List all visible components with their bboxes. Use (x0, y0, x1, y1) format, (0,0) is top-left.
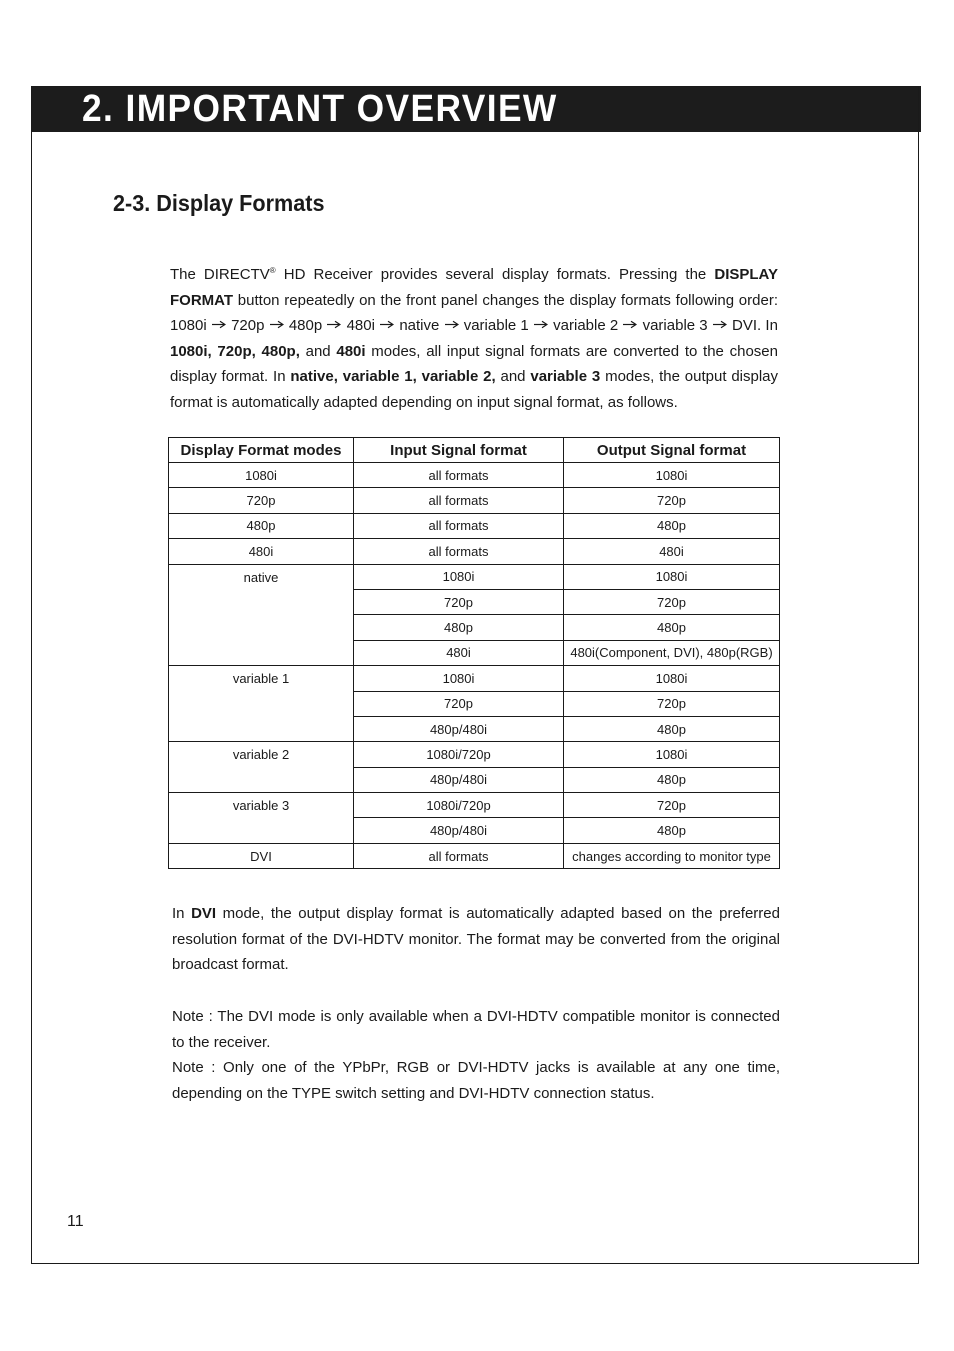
sequence-item: 720p (231, 317, 265, 335)
output-cell: 480p (564, 767, 780, 792)
sequence-item: native (399, 317, 440, 335)
format-sequence (170, 317, 761, 334)
sequence-item: 1080i (170, 317, 207, 335)
output-cell: 720p (564, 589, 780, 614)
input-cell: all formats (354, 463, 564, 488)
column-header: Display Format modes (169, 438, 354, 463)
table-row (169, 742, 780, 767)
intro-emphasis: variable 3 (530, 368, 601, 386)
mode-cell: 480i (169, 539, 354, 564)
sequence-item: 480p (288, 317, 323, 335)
output-cell: changes according to monitor type (564, 843, 780, 868)
input-cell: 480p/480i (354, 716, 564, 741)
output-cell: 1080i (564, 564, 780, 589)
output-cell: 480p (564, 513, 780, 538)
table-row (169, 539, 780, 564)
page-number: 11 (67, 1213, 84, 1230)
right-arrow-icon (270, 320, 284, 329)
intro-paragraph (170, 262, 778, 416)
mode-cell: 720p (169, 488, 354, 513)
output-cell: 480p (564, 615, 780, 640)
note-dvi-availability: Note : The DVI mode is only available when a DVI-HDTV compatible monitor is connected to the receiver. (172, 1008, 780, 1051)
table-row (169, 463, 780, 488)
column-header: Input Signal format (354, 438, 564, 463)
intro-text: The DIRECTV (170, 266, 270, 283)
input-cell: all formats (354, 539, 564, 564)
intro-text: button repeatedly on the front panel changes the display formats following order: (233, 291, 778, 309)
table-header-row (169, 438, 780, 463)
output-cell: 1080i (564, 463, 780, 488)
output-cell: 480i (564, 539, 780, 564)
intro-text: HD Receiver provides several display formats. Pressing the (275, 266, 715, 283)
right-arrow-icon (380, 320, 394, 329)
intro-emphasis: native, variable 1, variable 2, (290, 368, 496, 386)
intro-text: In (761, 317, 778, 335)
dvi-paragraph (172, 901, 780, 978)
intro-emphasis: DISPLAY FORMAT (170, 266, 778, 309)
right-arrow-icon (534, 320, 548, 329)
output-cell: 480p (564, 716, 780, 741)
input-cell: 1080i (354, 666, 564, 691)
intro-emphasis: 480i (336, 342, 366, 360)
display-formats-table (168, 437, 780, 869)
output-cell: 720p (564, 691, 780, 716)
output-cell: 720p (564, 793, 780, 818)
right-arrow-icon (713, 320, 727, 329)
mode-cell: DVI (169, 843, 354, 868)
registered-mark: ® (269, 266, 276, 275)
right-arrow-icon (445, 320, 459, 329)
table-row (169, 513, 780, 538)
input-cell: all formats (354, 843, 564, 868)
note-jack-availability: Note : Only one of the YPbPr, RGB or DVI-HDTV jacks is available at any one time, depending on the TYPE switch setting and DVI-HDTV connection status. (172, 1059, 780, 1102)
section-heading: 2-3. Display Formats (113, 190, 325, 216)
output-cell: 720p (564, 488, 780, 513)
input-cell: 720p (354, 589, 564, 614)
sequence-item: variable 3 (642, 317, 708, 335)
mode-cell: 1080i (169, 463, 354, 488)
sequence-item: DVI. (732, 317, 762, 335)
right-arrow-icon (623, 320, 637, 329)
mode-cell: variable 2 (169, 742, 354, 793)
right-arrow-icon (212, 320, 226, 329)
dvi-emphasis: DVI (191, 905, 217, 922)
sequence-item: variable 1 (463, 317, 529, 335)
table-row (169, 843, 780, 868)
table-row (169, 488, 780, 513)
sequence-item: variable 2 (553, 317, 619, 335)
input-cell: all formats (354, 513, 564, 538)
table-body (169, 463, 780, 869)
output-cell: 480i(Component, DVI), 480p(RGB) (564, 640, 780, 665)
mode-cell: native (169, 564, 354, 666)
mode-cell: variable 1 (169, 666, 354, 742)
dvi-text: In (172, 905, 192, 922)
output-cell: 1080i (564, 666, 780, 691)
sequence-item: 480i (346, 317, 375, 335)
intro-text: modes, all input signal formats are converted to the chosen display format. In (170, 342, 778, 386)
mode-cell: 480p (169, 513, 354, 538)
chapter-title: 2. IMPORTANT OVERVIEW (82, 88, 558, 130)
input-cell: 1080i/720p (354, 793, 564, 818)
input-cell: all formats (354, 488, 564, 513)
right-arrow-icon (327, 320, 341, 329)
mode-cell: variable 3 (169, 793, 354, 844)
input-cell: 720p (354, 691, 564, 716)
input-cell: 480i (354, 640, 564, 665)
input-cell: 480p/480i (354, 767, 564, 792)
dvi-text: mode, the output display format is automatically adapted based on the preferred resolution format of the DVI-HDTV monitor. The format may be converted from the original broadcast format. (172, 905, 780, 974)
intro-text: modes, the output display format is automatically adapted depending on input signal format, as follows. (170, 368, 779, 411)
table-row (169, 793, 780, 818)
column-header: Output Signal format (564, 438, 780, 463)
input-cell: 1080i (354, 564, 564, 589)
output-cell: 1080i (564, 742, 780, 767)
table-row (169, 666, 780, 691)
input-cell: 1080i/720p (354, 742, 564, 767)
table-row (169, 564, 780, 589)
intro-text: and (299, 342, 337, 360)
intro-emphasis: 1080i, 720p, 480p, (170, 342, 300, 360)
intro-text: and (495, 368, 531, 386)
input-cell: 480p/480i (354, 818, 564, 843)
input-cell: 480p (354, 615, 564, 640)
output-cell: 480p (564, 818, 780, 843)
